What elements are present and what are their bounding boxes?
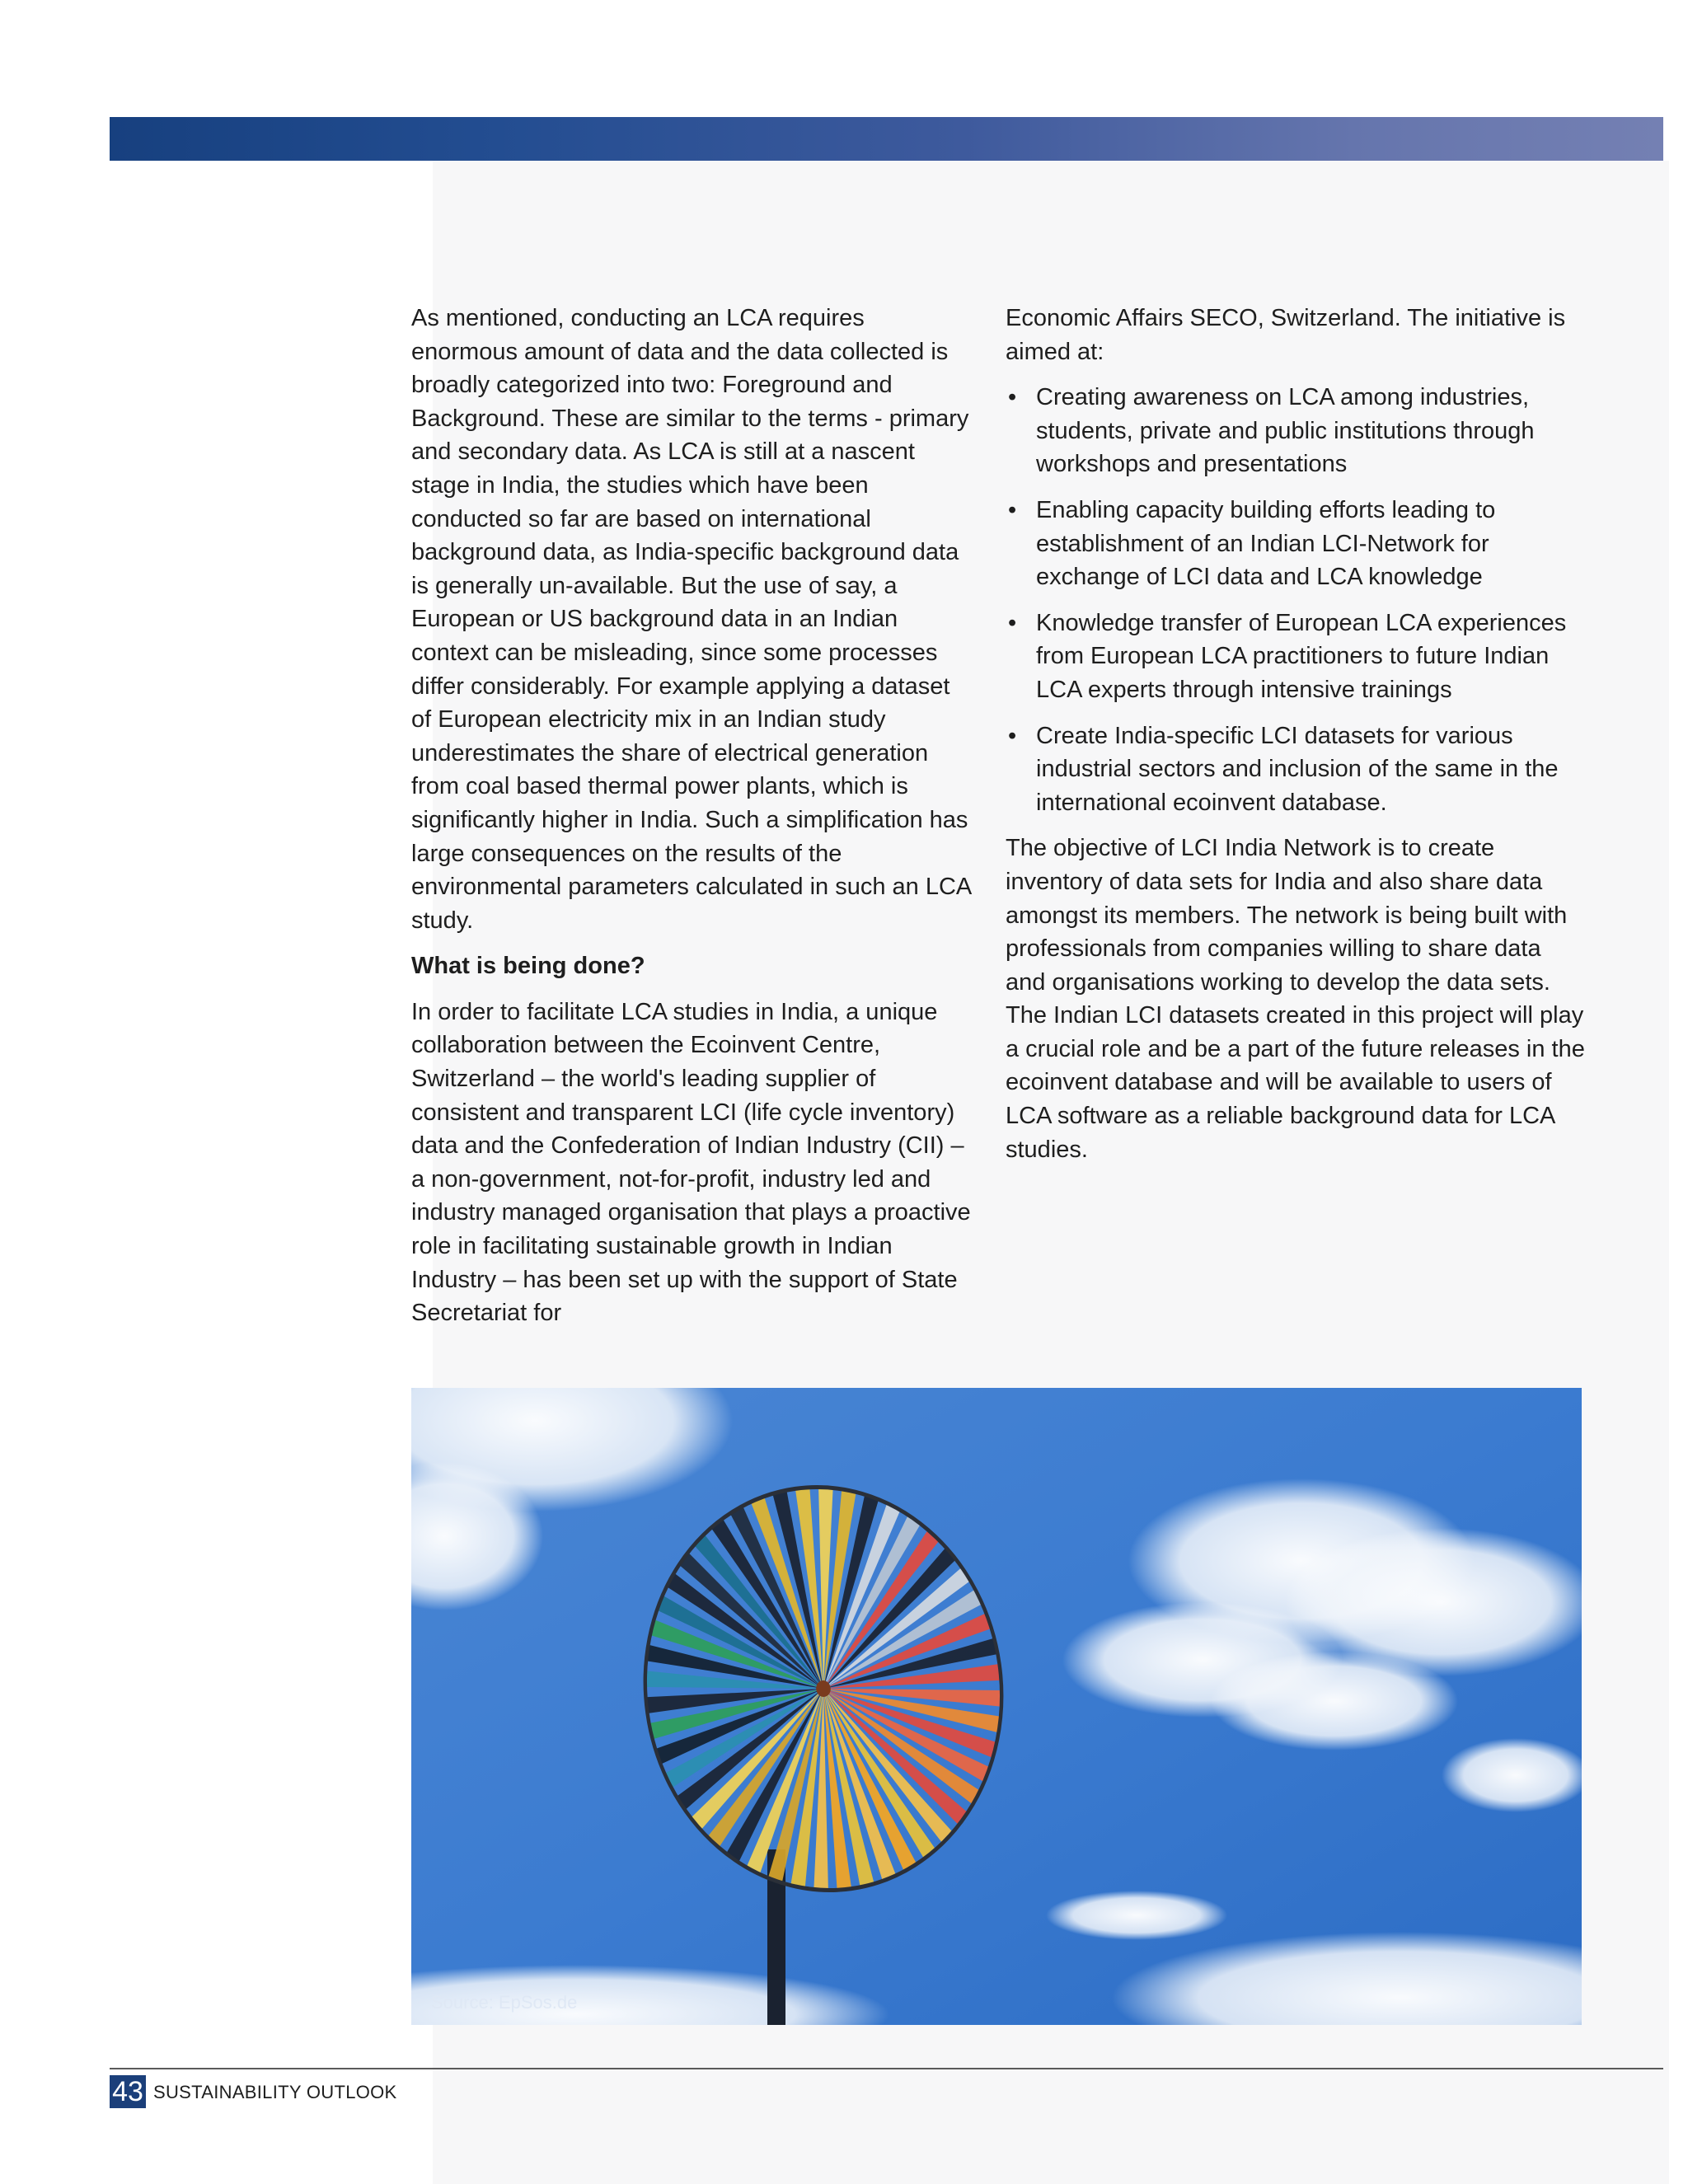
page-number: 43 [110,2075,146,2108]
header-gradient-bar [110,117,1663,161]
list-item [1006,607,1587,707]
body-paragraph-network: The objective of LCI India Network is to create inventory of data sets for India and also share data amongst its members. The network is being built with professionals from companies willing to share data and organisations working to develop the data sets. The Indian LCI datasets created in this project will play a crucial role and be a part of the future releases in the ecoinvent database and will be available to users of LCA software as a reliable background data for LCA studies. [1006,835,1585,1163]
list-item-text: Creating awareness on LCA among industries, students, private and public institutions through workshops and presentations [1036,384,1535,478]
left-column [411,302,972,1343]
list-item [1006,381,1587,481]
section-heading: What is being done? [411,953,645,980]
photo-credit: Source: EpSos.de [431,1992,578,2013]
right-column [1006,302,1587,1179]
body-paragraph-initiative: Economic Affairs SECO, Switzerland. The initiative is aimed at: [1006,305,1566,365]
bullet-icon: • [1008,496,1017,523]
list-item-text: Create India-specific LCI datasets for various industrial sectors and inclusion of the same in the international ecoinvent database. [1036,722,1559,816]
list-item [1006,719,1587,820]
pinwheel-photo [411,1388,1582,2025]
bullet-icon: • [1008,722,1017,749]
list-item [1006,494,1587,594]
pinwheel-illustration [411,1388,1582,2025]
publication-name: SUSTAINABILITY OUTLOOK [153,2082,397,2102]
bullet-icon: • [1008,384,1017,411]
bullet-icon: • [1008,609,1017,636]
aims-list [1006,381,1587,819]
body-paragraph-collaboration: In order to facilitate LCA studies in India, a unique collaboration between the Ecoinvent Centre, Switzerland – the world's leading supplier of consistent and transparent LCI (life cycle inventory) data and the Confederation of Indian Industry (CII) – a non-government, not-for-profit, industry led and industry managed organisation that plays a proactive role in facilitating sustainable growth in Indian Industry – has been set up with the support of State Secretariat for [411,998,971,1327]
list-item-text: Knowledge transfer of European LCA experiences from European LCA practitioners to future Indian LCA experts through intensive trainings [1036,609,1567,703]
list-item-text: Enabling capacity building efforts leading to establishment of an Indian LCI-Network for exchange of LCI data and LCA knowledge [1036,496,1496,591]
footer-divider [110,2068,1663,2069]
body-paragraph-intro: As mentioned, conducting an LCA requires enormous amount of data and the data collected is broadly categorized into two: Foreground and Background. These are similar to the terms - primary and secondary data. As LCA is still at a nascent stage in India, the studies which have been conducted so far are based on international background data, as India-specific background data is generally un-available. But the use of say, a European or US background data in an Indian context can be misleading, since some processes differ considerably. For example applying a dataset of European electricity mix in an Indian study underestimates the share of electrical generation from coal based thermal power plants, which is significantly higher in India. Such a simplification has large consequences on the results of the environmental parameters calculated in such an LCA study. [411,305,971,934]
